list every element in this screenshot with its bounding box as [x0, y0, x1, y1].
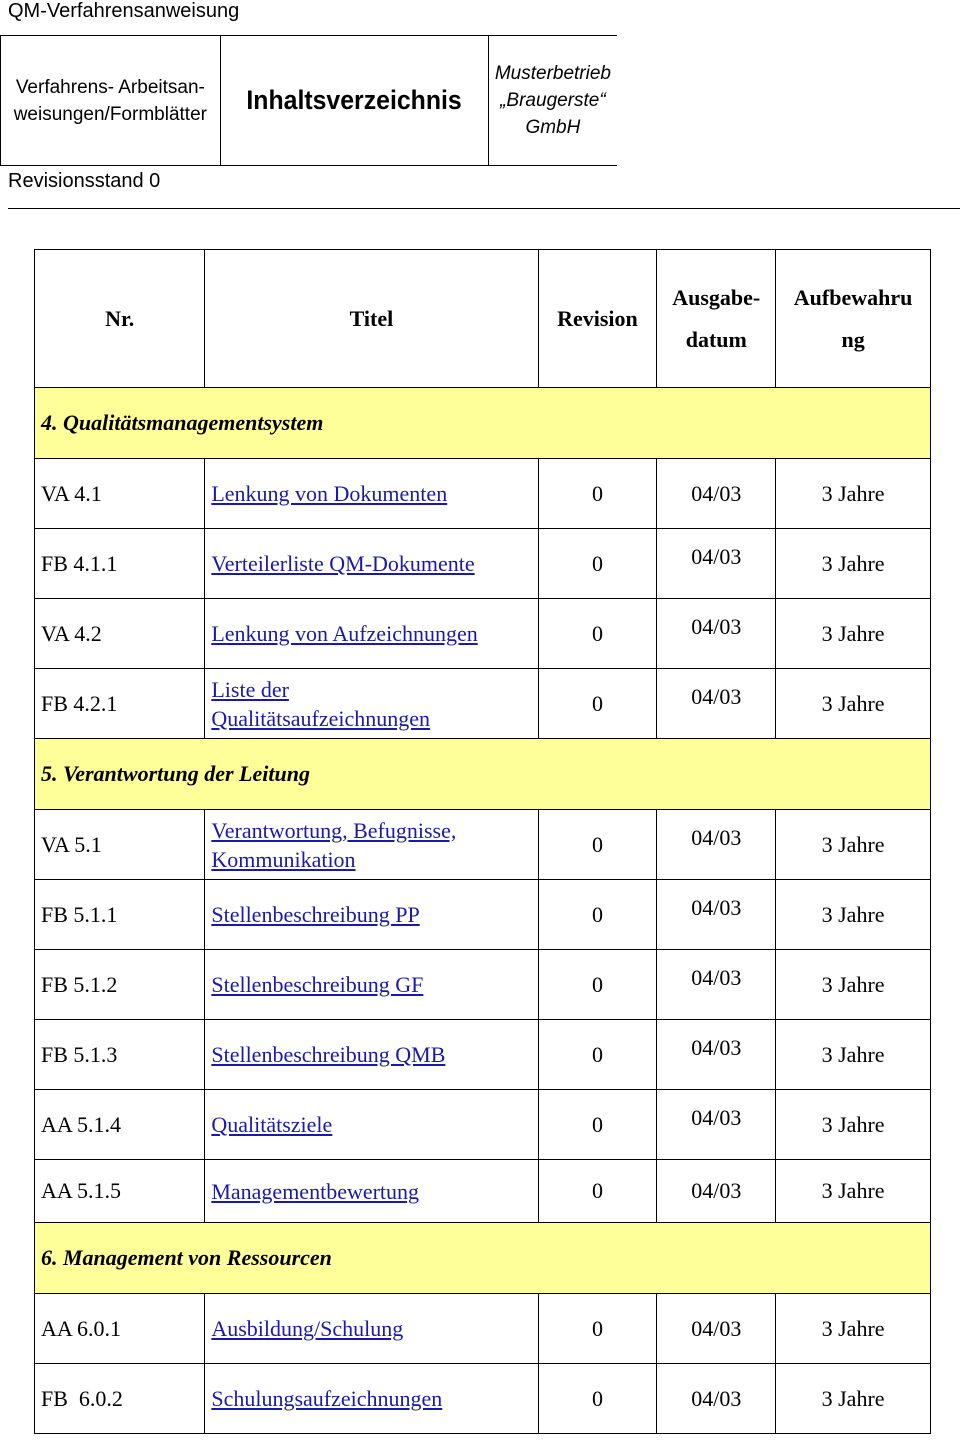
row-nr: VA 5.1 [35, 810, 205, 880]
row-revision: 0 [538, 1020, 657, 1090]
row-revision: 0 [538, 669, 657, 739]
section-heading: 4. Qualitätsmanagementsystem [35, 388, 931, 459]
row-title [205, 950, 538, 1020]
link-line2: Qualitätsaufzeichnungen [211, 705, 431, 731]
row-retention: 3 Jahre [776, 1090, 931, 1160]
row-nr: VA 4.2 [35, 599, 205, 669]
column-header-date-line2: datum [685, 326, 747, 352]
row-revision: 0 [538, 529, 657, 599]
row-retention: 3 Jahre [776, 669, 931, 739]
company-name-line1: Musterbetrieb „Braugerste“ [494, 63, 611, 111]
link-line1: Verantwortung, Befugnisse, [211, 817, 457, 843]
row-retention: 3 Jahre [776, 1364, 931, 1434]
row-nr: FB 4.2.1 [35, 669, 205, 739]
row-nr: FB 6.0.2 [35, 1364, 205, 1434]
row-title [205, 1090, 538, 1160]
table-row [35, 529, 931, 599]
column-header-date-line1: Ausgabe- [672, 284, 761, 310]
row-date: 04/03 [657, 592, 776, 662]
document-title: Inhaltsverzeichnis [231, 36, 478, 166]
row-revision: 0 [538, 810, 657, 880]
row-nr: AA 6.0.1 [35, 1294, 205, 1364]
row-revision: 0 [538, 1294, 657, 1364]
table-row [35, 1364, 931, 1434]
section-heading: 5. Verantwortung der Leitung [35, 739, 931, 810]
row-retention: 3 Jahre [776, 1020, 931, 1090]
row-retention: 3 Jahre [776, 1294, 931, 1364]
row-retention: 3 Jahre [776, 880, 931, 950]
column-header-nr: Nr. [35, 250, 205, 388]
column-header-retention-line2: ng [841, 326, 865, 352]
row-title [205, 810, 538, 880]
row-nr: AA 5.1.4 [35, 1090, 205, 1160]
table-row [35, 1020, 931, 1090]
header-category [1, 36, 221, 166]
row-date: 04/03 [657, 1083, 776, 1153]
row-date: 04/03 [657, 873, 776, 943]
link-line2: Kommunikation [211, 846, 356, 872]
document-link[interactable]: Schulungsaufzeichnungen [211, 1386, 443, 1411]
table-row [35, 1160, 931, 1223]
table-row [35, 669, 931, 739]
row-retention: 3 Jahre [776, 599, 931, 669]
table-row [35, 459, 931, 529]
row-date: 04/03 [657, 1160, 776, 1223]
contents-table [34, 249, 931, 1434]
row-date: 04/03 [657, 1013, 776, 1083]
document-type-label: QM-Verfahrensanweisung [8, 0, 240, 22]
document-link[interactable]: Stellenbeschreibung GF [211, 972, 424, 997]
row-title [205, 1020, 538, 1090]
table-row [35, 880, 931, 950]
document-link[interactable]: Stellenbeschreibung QMB [211, 1042, 446, 1067]
column-header-retention [776, 250, 931, 388]
row-date: 04/03 [657, 803, 776, 873]
table-row [35, 1090, 931, 1160]
document-link[interactable]: Stellenbeschreibung PP [211, 902, 420, 927]
table-row [35, 599, 931, 669]
row-title [205, 1364, 538, 1434]
row-retention: 3 Jahre [776, 810, 931, 880]
row-nr: FB 5.1.2 [35, 950, 205, 1020]
company-name [488, 36, 617, 166]
revision-status: Revisionsstand 0 [8, 170, 161, 192]
section-row [35, 388, 931, 459]
document-link[interactable] [211, 677, 430, 731]
table-row [35, 810, 931, 880]
row-nr: FB 5.1.3 [35, 1020, 205, 1090]
row-title [205, 880, 538, 950]
row-revision: 0 [538, 950, 657, 1020]
table-row [35, 1294, 931, 1364]
document-header [0, 35, 617, 166]
row-title [205, 669, 538, 739]
row-revision: 0 [538, 880, 657, 950]
column-header-retention-line1: Aufbewahru [793, 284, 913, 310]
column-header-date [657, 250, 776, 388]
column-header-title: Titel [205, 250, 538, 388]
row-nr: FB 4.1.1 [35, 529, 205, 599]
row-nr: AA 5.1.5 [35, 1160, 205, 1223]
header-category-line2: weisungen/Formblätter [13, 103, 207, 125]
row-title [205, 1160, 538, 1223]
document-link[interactable]: Lenkung von Aufzeichnungen [211, 621, 478, 646]
row-revision: 0 [538, 1090, 657, 1160]
row-retention: 3 Jahre [776, 950, 931, 1020]
row-retention: 3 Jahre [776, 459, 931, 529]
header-category-line1: Verfahrens- Arbeitsan- [15, 76, 205, 98]
section-row [35, 1223, 931, 1294]
row-retention: 3 Jahre [776, 1160, 931, 1223]
header-divider [8, 208, 960, 209]
row-title [205, 529, 538, 599]
row-retention: 3 Jahre [776, 529, 931, 599]
column-header-revision: Revision [538, 250, 657, 388]
document-link[interactable]: Managementbewertung [211, 1178, 420, 1204]
document-link[interactable]: Verteilerliste QM-Dokumente [211, 551, 475, 576]
row-revision: 0 [538, 1160, 657, 1223]
section-heading: 6. Management von Ressourcen [35, 1223, 931, 1294]
document-link[interactable] [211, 818, 456, 872]
link-line1: Liste der [211, 676, 289, 702]
row-revision: 0 [538, 459, 657, 529]
document-link[interactable]: Qualitätsziele [211, 1112, 333, 1137]
table-row [35, 950, 931, 1020]
row-title [205, 1294, 538, 1364]
row-title [205, 459, 538, 529]
row-revision: 0 [538, 1364, 657, 1434]
row-nr: VA 4.1 [35, 459, 205, 529]
document-link[interactable]: Ausbildung/Schulung [211, 1316, 404, 1341]
row-title [205, 599, 538, 669]
row-date: 04/03 [657, 522, 776, 592]
row-revision: 0 [538, 599, 657, 669]
row-date: 04/03 [657, 459, 776, 529]
row-date: 04/03 [657, 943, 776, 1013]
row-date: 04/03 [657, 1364, 776, 1434]
row-date: 04/03 [657, 662, 776, 732]
document-link[interactable]: Lenkung von Dokumenten [211, 481, 448, 506]
row-date: 04/03 [657, 1294, 776, 1364]
row-nr: FB 5.1.1 [35, 880, 205, 950]
company-name-line2: GmbH [525, 117, 581, 138]
table-header-row [35, 250, 931, 388]
section-row [35, 739, 931, 810]
